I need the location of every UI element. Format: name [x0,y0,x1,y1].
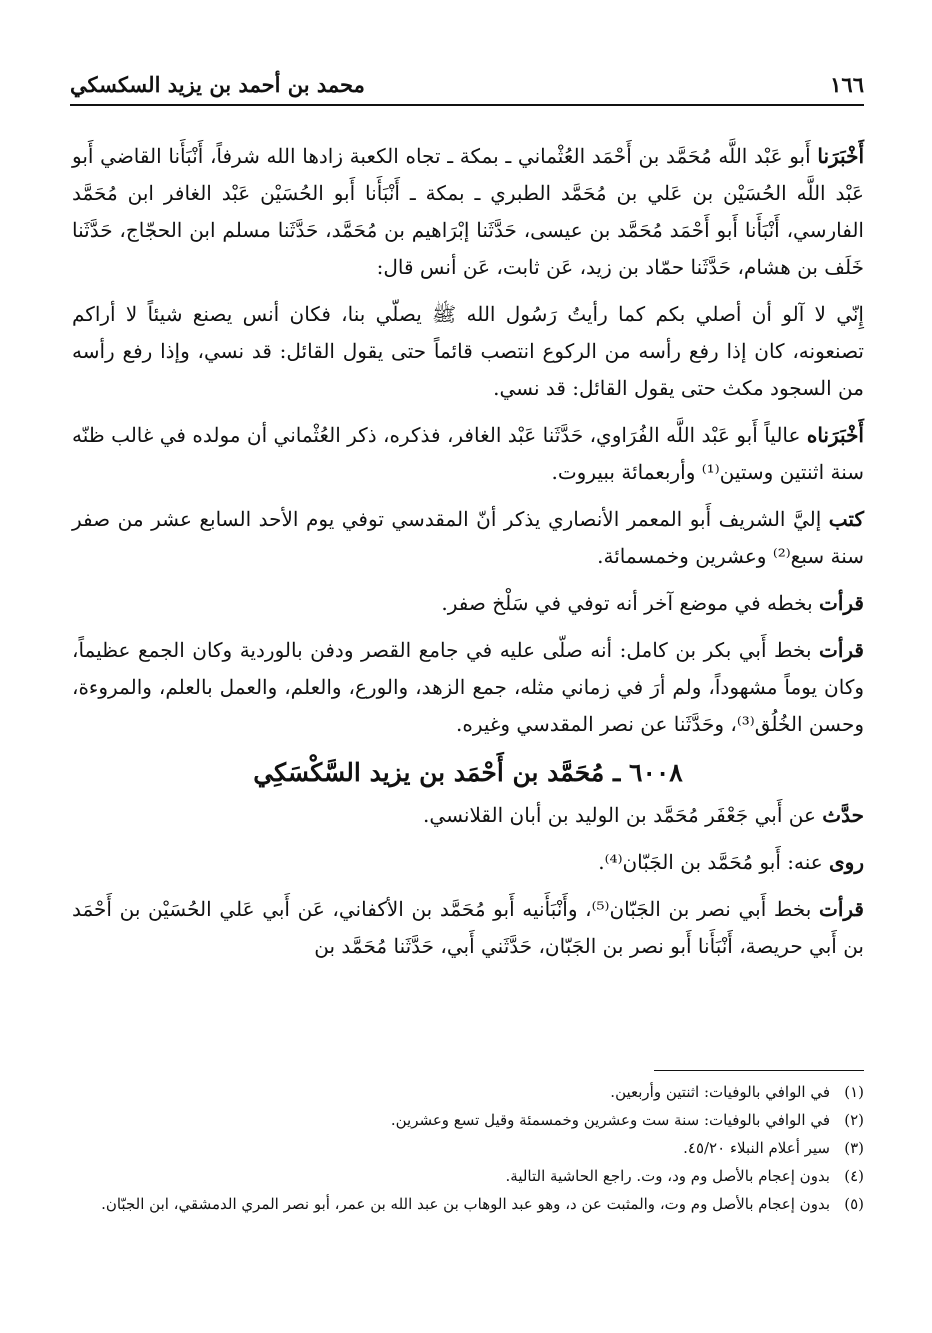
footnote-divider [654,1070,864,1071]
footnote-text: في الوافي بالوفيات: اثنتين وأربعين. [610,1083,830,1101]
paragraph-text: إِنّي لا آلو أن أصلي بكم كما رأيتُ رَسُول الله ﷺ يصلّي بنا، فكان أنس يصنع شيئاً لا أراكم تصنعونه، كان إذا رفع رأسه من الركوع انتصب قائماً حتى يقول القائل: قد نسي، وإذا رفع رأسه من السجود مكث حتى يقول القائل: قد نسي. [72,302,864,400]
footnote [72,1192,864,1217]
paragraph [72,501,864,575]
paragraph-keyword: روى [829,850,864,874]
paragraph [72,138,864,286]
entry-paragraph [72,797,864,834]
main-text [72,138,864,975]
footnote-text: بدون إعجام بالأصل وم وت، والمثبت عن د، وهو عبد الوهاب بن عبد الله بن عمر، أبو نصر المري الدمشقي، ابن الجبّان. [101,1195,830,1213]
paragraph-keyword: قرأت [819,897,864,921]
paragraph-text: بخط أَبي نصر بن الجَبّان⁽⁵⁾، وأَنْبَأَنيه أَبو مُحَمَّد بن الأكفاني، عَن أَبي عَلي الحُسَيْن بن أَحْمَد بن أَبي حريصة، أَنْبَأَنا أَبو نصر بن الجَبّان، حَدَّثَني أَبي، حَدَّثَنا مُحَمَّد بن [72,897,864,958]
footnote [72,1080,864,1105]
paragraph [72,585,864,622]
paragraph-keyword: كتب [828,507,864,531]
paragraph-keyword: حدَّث [822,803,864,827]
paragraph-text: عالياً أَبو عَبْد اللَّه الفُرَاوي، حَدَّثَنا عَبْد الغافر، فذكره، ذكر العُثْماني أن مولده في غالب ظنّه سنة اثنتين وستين⁽¹⁾ وأربعمائة ببيروت. [72,423,864,484]
footnotes [72,1080,864,1220]
footnote [72,1164,864,1189]
paragraph-keyword: أَخْبَرَنا [817,144,864,168]
paragraph-text: بخطه في موضع آخر أنه توفي في سَلْخ صفر. [441,591,820,615]
footnote-number: (٢) [844,1111,864,1129]
paragraph-text: إليَّ الشريف أَبو المعمر الأنصاري يذكر أنّ المقدسي توفي يوم الأحد السابع عشر من صفر سنة سبع⁽²⁾ وعشرين وخمسمائة. [72,507,864,568]
paragraph-keyword: قرأت [819,591,864,615]
running-title: محمد بن أحمد بن يزيد السكسكي [70,72,365,97]
footnote-number: (٣) [844,1139,864,1157]
paragraph [72,632,864,743]
paragraph-text: بخط أَبي بكر بن كامل: أنه صلّى عليه في جامع القصر ودفن بالوردية وكان الجمع عظيماً، وكان يوماً مشهوداً، ولم أرَ في زماني مثله، جمع الزهد، والورع، والعلم، والعمل بالعلم، والمروءة، وحسن الخُلُق⁽³⁾، وحَدَّثَنا عن نصر المقدسي وغيره. [72,638,865,736]
entry-title: ٦٠٠٨ ـ مُحَمَّد بن أَحْمَد بن يزيد السَّكْسَكِي [253,758,683,787]
paragraph-text: أَبو عَبْد اللَّه مُحَمَّد بن أَحْمَد العُثْماني ـ بمكة ـ تجاه الكعبة زادها الله شرفاً، أَنْبَأَنا القاضي أَبو عَبْد اللَّه الحُسَيْن بن عَلي بن مُحَمَّد الطبري ـ بمكة ـ أَنْبَأَنا أَبو الحُسَيْن عَبْد الغافر ابن مُحَمَّد الفارسي، أَنْبَأَنا أَبو أَحْمَد مُحَمَّد بن عيسى، حَدَّثَنا إبْرَاهيم بن مُحَمَّد، حَدَّثَنا مسلم ابن الحجّاج، حَدَّثَنا خَلَف بن هشام، حَدَّثَنا حمّاد بن زيد، عَن ثابت، عَن أنس قال: [72,144,864,279]
footnote-text: سير أعلام النبلاء ٤٥/٢٠. [683,1139,830,1157]
paragraph-keyword: قرأت [819,638,864,662]
footnote-number: (١) [844,1083,864,1101]
footnote-number: (٥) [844,1195,864,1213]
paragraph-text: عنه: أَبو مُحَمَّد بن الجَبّان⁽⁴⁾. [598,850,830,874]
entry-paragraph [72,891,864,965]
paragraph [72,296,864,407]
page-header [70,70,864,106]
entry-paragraph [72,844,864,881]
page-number: ١٦٦ [830,72,864,97]
paragraph [72,417,864,491]
footnote-text: بدون إعجام بالأصل وم ود، وت. راجع الحاشية التالية. [505,1167,830,1185]
footnote-text: في الوافي بالوفيات: سنة ست وعشرين وخمسمئة وقيل تسع وعشرين. [390,1111,830,1129]
footnote-number: (٤) [844,1167,864,1185]
paragraph-text: عن أَبي جَعْفَر مُحَمَّد بن الوليد بن أبان القلانسي. [423,803,823,827]
footnote [72,1108,864,1133]
paragraph-keyword: أَخْبَرَناه [806,423,864,447]
footnote [72,1136,864,1161]
